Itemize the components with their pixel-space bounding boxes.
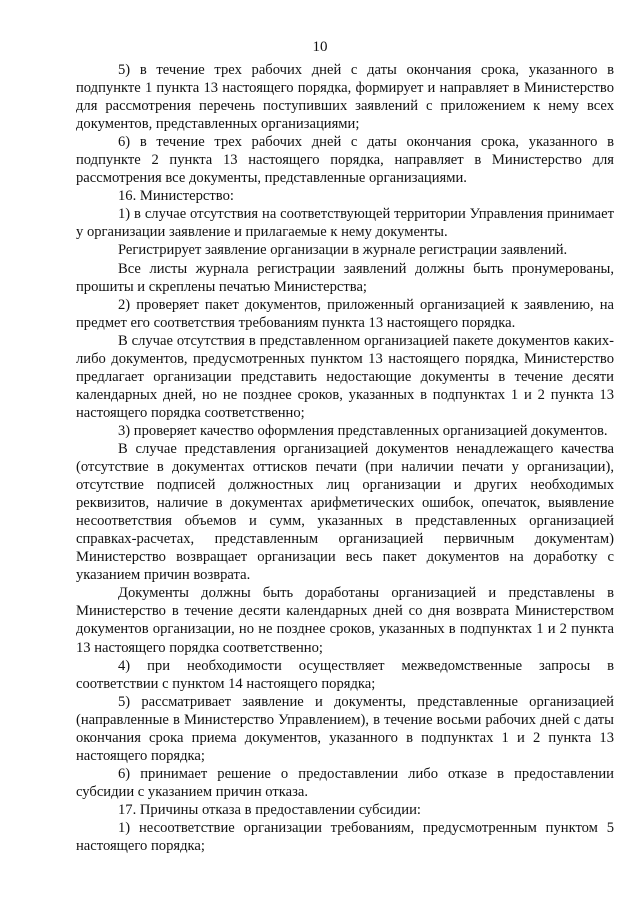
paragraph-17-1-noncompliance: 1) несоответствие организации требованиям, предусмотренным пунктом 5 настоящего порядка;: [76, 819, 614, 855]
page-number: 10: [312, 39, 328, 55]
document-body: [76, 61, 614, 855]
paragraph-16-5-reviews-application: 5) рассматривает заявление и документы, представленные организацией (направленные в Министерство Управлением), в течение восьми рабочих дней с даты окончания срока приема документов, указанного в подпунктах 1 и 2 пункта 13 настоящего порядка;: [76, 693, 614, 764]
paragraph-registers-application: Регистрирует заявление организации в журнале регистрации заявлений.: [118, 242, 568, 259]
paragraph-16-4-interagency-requests: 4) при необходимости осуществляет межведомственные запросы в соответствии с пунктом 14 настоящего порядка;: [76, 657, 614, 692]
section-16-heading: 16. Министерство:: [118, 188, 234, 205]
paragraph-poor-quality-return: В случае представления организацией документов ненадлежащего качества (отсутствие в документах оттисков печати (при наличии печати у организации), отсутствие подписей должностных лиц организации и других необходимых реквизитов, наличие в документах арифметических ошибок, опечаток, выявление несоответствия объемов и сумм, указанных в представленных организацией справках-расчетах, представленным организацией первичным документам) Министерство возвращает организации весь пакет документов на доработку с указанием причин возврата.: [76, 440, 614, 584]
paragraph-journal-sheets: Все листы журнала регистрации заявлений должны быть пронумерованы, прошиты и скреплены печатью Министерства;: [76, 260, 614, 295]
paragraph-16-3-checks-quality: 3) проверяет качество оформления представленных организацией документов.: [118, 422, 608, 439]
paragraph-missing-documents: В случае отсутствия в представленном организацией пакете документов каких-либо документов, предусмотренных пунктом 13 настоящего порядка, Министерство предлагает организации представить недостающие документы в течение десяти календарных дней, но не позднее сроков, указанных в подпунктах 1 и 2 пункта 13 настоящего порядка соответственно;: [76, 332, 614, 421]
paragraph-16-6-makes-decision: 6) принимает решение о предоставлении либо отказе в предоставлении субсидии с указанием причин отказа.: [76, 765, 614, 800]
paragraph-rework-deadline: Документы должны быть доработаны организацией и представлены в Министерство в течение десяти календарных дней со дня возврата Министерством документов организации, но не позднее сроков, указанных в подпунктах 1 и 2 пункта 13 настоящего порядка соответственно;: [76, 585, 614, 656]
paragraph-item-6-sends-documents: 6) в течение трех рабочих дней с даты окончания срока, указанного в подпункте 2 пункта 13 настоящего порядка, направляет в Министерство для рассмотрения все документы, представленные организациями.: [76, 134, 614, 187]
section-17-heading: 17. Причины отказа в предоставлении субсидии:: [118, 801, 421, 818]
paragraph-item-5-forms-list: 5) в течение трех рабочих дней с даты окончания срока, указанного в подпункте 1 пункта 13 настоящего порядка, формирует и направляет в Министерство для рассмотрения перечень поступивших заявлений с приложением к нему всех документов, представленных организациями;: [76, 62, 614, 133]
paragraph-16-1-accepts-application: 1) в случае отсутствия на соответствующей территории Управления принимает у организации заявление и прилагаемые к нему документы.: [76, 206, 614, 241]
paragraph-16-2-checks-package: 2) проверяет пакет документов, приложенный организацией к заявлению, на предмет его соответствия требованиям пункта 13 настоящего порядка.: [76, 296, 614, 331]
